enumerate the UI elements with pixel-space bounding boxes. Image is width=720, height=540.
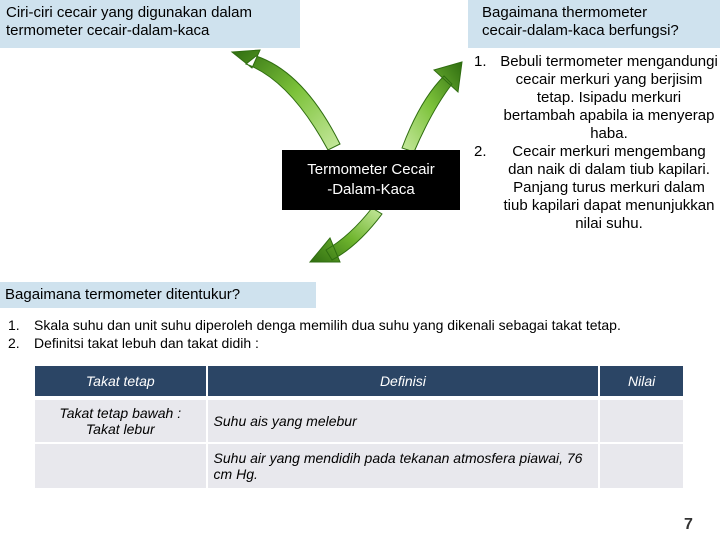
table-row [35, 444, 683, 488]
list-item [474, 143, 718, 233]
header-nilai: Nilai [600, 366, 683, 398]
arrow-up-left-icon [232, 50, 340, 150]
table-header-row [35, 366, 683, 398]
list-item-number: 1. [474, 53, 487, 70]
cell-nilai [600, 444, 683, 488]
cell-definisi: Suhu air yang mendidih pada tekanan atmosfera piawai, 76 cm Hg. [208, 444, 599, 488]
cell-nilai [600, 400, 683, 442]
calibration-question-box: Bagaimana termometer ditentukur? [0, 282, 316, 308]
arrow-down-left-icon [310, 208, 382, 262]
table-row [35, 400, 683, 442]
list-item-number: 2. [8, 335, 20, 351]
fixed-points-table [33, 364, 685, 490]
list-item-text: Bebuli termometer mengandungi cecair merkuri yang berjisim tetap. Isipadu merkuri bertambah apabila ia menyerap haba. [500, 53, 718, 142]
list-item [474, 53, 718, 143]
list-item [8, 316, 718, 334]
cell-takat-tetap [35, 444, 206, 488]
list-item-text: Cecair merkuri mengembang dan naik di dalam tiub kapilari. Panjang turus merkuri dalam tiub kapilari dapat menunjukkan nilai suhu. [503, 143, 715, 232]
cell-takat-tetap: Takat tetap bawah : Takat lebur [35, 400, 206, 442]
center-topic-line1: Termometer Cecair [307, 161, 435, 178]
list-item-text: Skala suhu dan unit suhu diperoleh denga memilih dua suhu yang dikenali sebagai takat tetap. [34, 317, 621, 333]
list-item-number: 1. [8, 317, 20, 333]
list-item-text: Definitsi takat lebuh dan takat didih : [34, 335, 259, 351]
cell-definisi: Suhu ais yang melebur [208, 400, 599, 442]
characteristics-title-line1: Ciri-ciri cecair yang digunakan dalam [6, 4, 252, 21]
how-it-works-list [474, 53, 718, 233]
header-definisi: Definisi [208, 366, 599, 398]
list-item [8, 334, 718, 352]
page-number: 7 [684, 516, 693, 533]
how-it-works-title-line2: cecair-dalam-kaca berfungsi? [482, 22, 679, 39]
how-it-works-title-line1: Bagaimana thermometer [482, 4, 648, 21]
center-topic-line2: -Dalam-Kaca [327, 181, 415, 198]
header-takat-tetap: Takat tetap [35, 366, 206, 398]
center-topic-box [282, 150, 460, 210]
list-item-number: 2. [474, 143, 487, 160]
arrow-up-right-icon [402, 62, 462, 152]
calibration-list [8, 316, 718, 352]
characteristics-title-line2: termometer cecair-dalam-kaca [6, 22, 210, 39]
